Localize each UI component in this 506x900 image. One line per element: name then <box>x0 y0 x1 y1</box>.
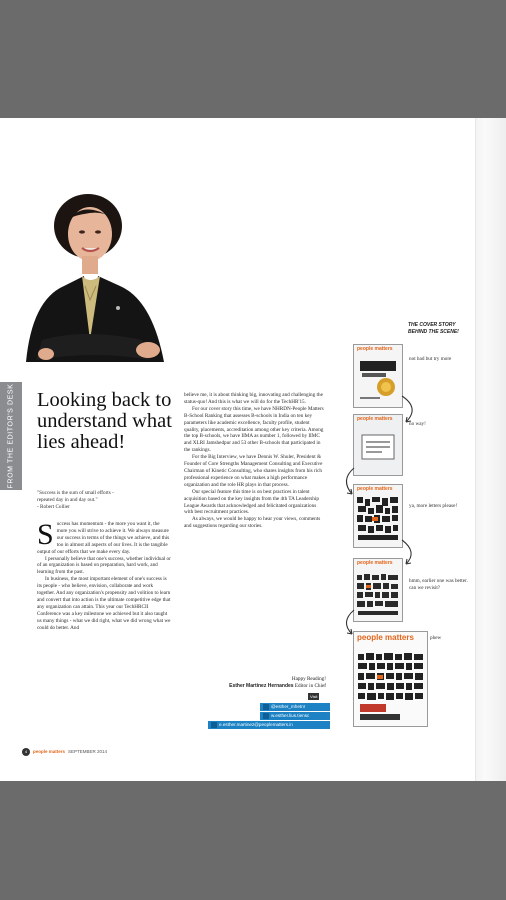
paragraph: Our special feature this time is on best practices in talent acquisition based on the key insights from the 4th TA Leadership League Awards that acknowledged and felicitated organizations with best recruitment practices. <box>184 488 319 516</box>
cover-draft-3: people matters <box>353 484 403 548</box>
page-gutter <box>475 118 506 781</box>
section-tab-label: FROM THE EDITOR'S DESK <box>7 383 15 489</box>
viewer-bottom-bar <box>0 781 506 900</box>
twitter-link[interactable]: @esther_mhetnr <box>260 703 330 711</box>
cover-draft-1: people matters <box>353 344 403 408</box>
article-column-2 <box>184 392 326 530</box>
cover-draft-2: people matters <box>353 414 403 476</box>
paragraph: For the Big Interview, we have Dennis W. Shuler, President & Founder of Core Strengths Management Consulting and Executive Chairman of Kinetic Consulting, who shares insights from his rich professional experience on what makes a high performance organization and the role HR plays in that process. <box>184 454 323 488</box>
article-column-1 <box>37 518 171 632</box>
editor-photo <box>24 190 172 380</box>
cover-note: hmm, earlier one was better. can we revisit? <box>409 578 468 591</box>
twitter-icon <box>263 704 269 710</box>
signoff <box>184 676 326 690</box>
paragraph: uccess has momentum - the more you want it, the more you will strive to achieve it. We always measure our success in terms of the things we achieve, and this too in almost all aspects of our lives. It is the tangible output of our efforts that we make every day. <box>37 521 170 555</box>
page-number: 4 <box>22 748 30 756</box>
issue-date: SEPTEMBER 2014 <box>68 749 108 755</box>
magazine-page <box>0 118 506 781</box>
drop-cap: S <box>37 518 54 551</box>
article-headline: Looking back to understand what lies ahead! <box>37 389 172 453</box>
viewer-top-bar <box>0 0 506 118</box>
linkedin-icon <box>263 713 269 719</box>
editor-name: Esther Martinez Hernandes <box>229 683 294 689</box>
page-footer <box>22 748 107 756</box>
cover-note: ya, more letters please! <box>409 503 458 509</box>
cover-final: people matters <box>353 631 428 727</box>
quote-line: "Success is the sum of small efforts - <box>37 490 114 496</box>
section-tab <box>0 382 22 490</box>
paragraph: For our cover story this time, we have NHRDN-People Matters B-School Ranking that assesses B-schools in India on ten key parameters like academic excellence, faculty profile, student quality, placements, accreditation among other key criteria. Among the top B-schools, we have IIMA as number 1, followed by IIMC and XLRI Jamshedpur and 53 other B-schools that participated in the rankings. <box>184 405 324 454</box>
editor-role: Editor in Chief <box>294 683 326 689</box>
paragraph: believe me, it is about thinking big, innovating and challenging the status-quo! And this is what we will do for the TechHR'15. <box>184 392 323 405</box>
opening-quote <box>37 490 169 511</box>
greeting: Happy Reading! <box>291 676 326 682</box>
mail-icon <box>211 722 217 728</box>
email-link[interactable]: e.esther.martinez@peoplematters.in <box>208 721 330 729</box>
quote-line: repeated day in and day out." <box>37 497 98 503</box>
footer-brand: people matters <box>33 749 66 755</box>
cover-note: no way! <box>409 421 426 427</box>
linkedin-link[interactable]: w.esther.lius.tiensc <box>260 712 330 720</box>
quote-author: - Robert Collier <box>37 504 70 510</box>
cover-story-title: THE COVER STORY BEHIND THE SCENE! <box>408 322 459 335</box>
cover-note: not bad but try more <box>409 356 452 362</box>
paragraph: As always, we would be happy to hear your views, comments and suggestions regarding our stories. <box>184 516 321 530</box>
cover-draft-4: people matters <box>353 558 403 622</box>
paragraph: In business, the most important element of one's success is its people - who believe, envision, collaborate and work together. And any organization's propensity and volition to learn and convert that into action is the ultimate competitive edge that any organization can attain. This year our TechHRCII Conference was a key milestone we achieved but it also taught us many things - what we did right, what we did wrong what we could do better. And <box>37 576 171 631</box>
paragraph: I personally believe that one's success, whether individual or of an organization is based on preparation, hard work, and learning from the past. <box>37 555 171 576</box>
cover-note: phew <box>430 635 442 641</box>
visit-chip: Visit <box>310 694 318 699</box>
